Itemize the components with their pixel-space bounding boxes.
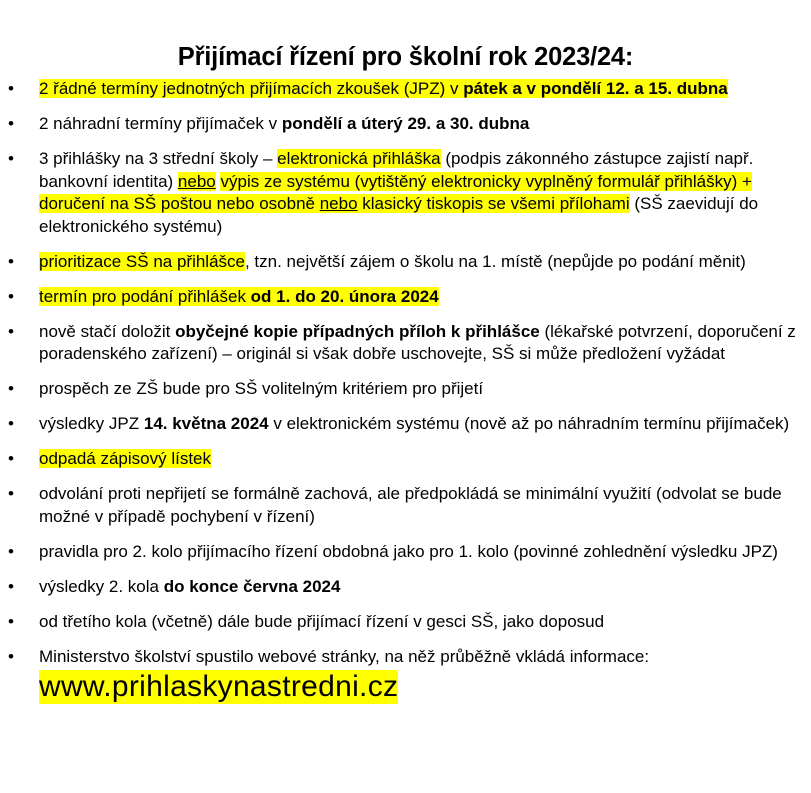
bullet: •	[8, 576, 14, 596]
list-item-second-round-results: • výsledky 2. kola do konce června 2024	[0, 576, 811, 599]
list-item-application-deadline	[0, 286, 811, 309]
list-item-copies-of-attachments: • nově stačí doložit obyčejné kopie případných příloh k přihlášce (lékařské potvrzení, doporučení z poradenského zařízení) – originál si však dobře uschovejte, SŠ si může předložení vyžádat	[8, 321, 796, 363]
list-item-exam-results: • výsledky JPZ 14. května 2024 v elektronickém systému (nově až po náhradním termínu přijímaček)	[0, 413, 811, 436]
list-item-ministry-website: • Ministerstvo školství spustilo webové stránky, na něž průběžně vkládá informace: www.prihlaskynastredni.cz	[8, 646, 650, 703]
list-item-substitute-exam-dates: • 2 náhradní termíny přijímaček v pondělí a úterý 29. a 30. dubna	[0, 113, 811, 136]
list-item-regular-exam-dates	[0, 78, 811, 101]
item-text-highlighted: 2 řádné termíny jednotných přijímacích zkoušek (JPZ) v pátek a v pondělí 12. a 15. dubna	[39, 79, 728, 98]
bullet: •	[8, 611, 14, 631]
bullet: •	[8, 321, 14, 341]
bullet: •	[8, 646, 14, 666]
list-item-grades-criterion: • prospěch ze ZŠ bude pro SŠ volitelným kritériem pro přijetí	[0, 378, 811, 401]
bullet: •	[8, 414, 14, 433]
bullet: •	[8, 286, 14, 306]
bullet: •	[8, 114, 14, 133]
bullet: •	[8, 541, 14, 561]
bullet: •	[8, 379, 14, 398]
bullet: •	[8, 79, 14, 98]
bullet: •	[8, 251, 14, 271]
bullet: •	[8, 149, 14, 168]
info-list	[0, 78, 811, 717]
list-item-prioritization: • prioritizace SŠ na přihlášce, tzn. největší zájem o školu na 1. místě (nepůjde po podání měnit)	[0, 251, 811, 274]
list-item-third-round: • od třetího kola (včetně) dále bude přijímací řízení v gesci SŠ, jako doposud	[0, 611, 811, 634]
page-title: Přijímací řízení pro školní rok 2023/24:	[177, 43, 634, 72]
list-item-applications: • 3 přihlášky na 3 střední školy – elektronická přihláška (podpis zákonného zástupce zajistí např. bankovní identita) nebo výpis ze systému (vytištěný elektronicky vyplněný formulář přihlášky) + doručení na SŠ poštou nebo osobně nebo klasický tiskopis se všemi přílohami (SŠ zaevidují do elektronického systému)	[8, 149, 759, 236]
list-item-no-enrollment-slip: • odpadá zápisový lístek	[0, 448, 811, 471]
list-item-second-round-rules: • pravidla pro 2. kolo přijímacího řízení obdobná jako pro 1. kolo (povinné zohlednění výsledku JPZ)	[0, 541, 811, 564]
bullet: •	[8, 449, 14, 468]
bullet: •	[8, 484, 14, 503]
item-text-highlighted: termín pro podání přihlášek od 1. do 20. února 2024	[39, 286, 439, 306]
list-item-appeal: • odvolání proti nepřijetí se formálně zachová, ale předpokládá se minimální využití (odvolat se bude možné v případě pochybení v řízení)	[8, 484, 782, 526]
website-link[interactable]: www.prihlaskynastredni.cz	[39, 670, 399, 703]
